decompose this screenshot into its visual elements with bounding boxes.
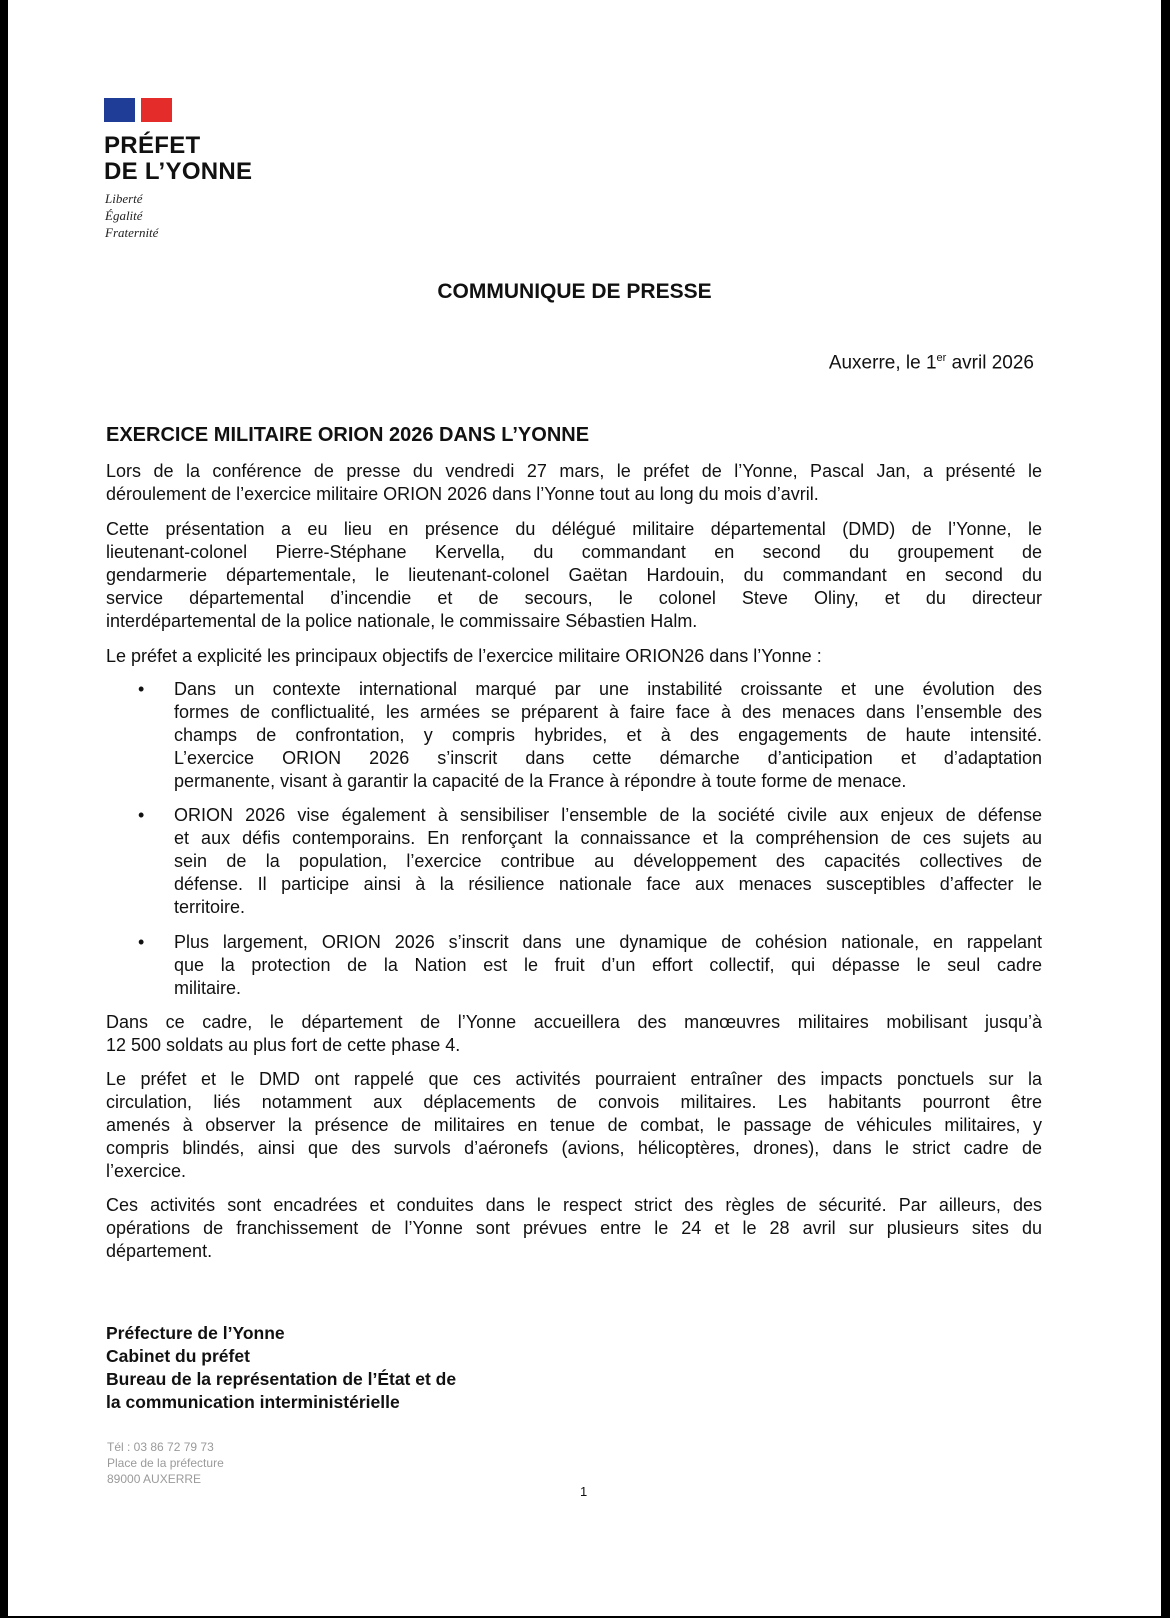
- signature-line: Cabinet du préfet: [106, 1346, 250, 1366]
- text-line: Le préfet a explicité les principaux objectifs de l’exercice militaire ORION26 dans l’Yonne :: [106, 646, 822, 666]
- text-line: amenés à observer la présence de militaires en tenue de combat, le passage de véhicules militaires, y: [106, 1115, 1042, 1135]
- document-page: [8, 0, 1161, 1616]
- paragraph: [106, 460, 1042, 506]
- text-line: circulation, liés notamment aux déplacements de convois militaires. Les habitants pourront être: [106, 1092, 1042, 1112]
- text-line: formes de conflictualité, les armées se préparent à faire face à des menaces dans l’ensemble des: [174, 702, 1042, 722]
- text-line: Lors de la conférence de presse du vendredi 27 mars, le préfet de l’Yonne, Pascal Jan, a présenté le: [106, 461, 1042, 481]
- text-line: l’exercice.: [106, 1161, 187, 1181]
- text-line: gendarmerie départementale, le lieutenant-colonel Gaëtan Hardouin, du commandant en second du: [106, 565, 1042, 585]
- signature-line: Bureau de la représentation de l’État et de: [106, 1369, 457, 1389]
- text-line: Dans un contexte international marqué par une instabilité croissante et une évolution des: [174, 679, 1042, 699]
- text-line: département.: [106, 1241, 213, 1261]
- text-line: territoire.: [174, 897, 246, 917]
- text-line: Le préfet et le DMD ont rappelé que ces activités pourraient entraîner des impacts ponctuels sur la: [106, 1069, 1042, 1089]
- logo-line: DE L’YONNE: [104, 158, 253, 185]
- text-line: lieutenant-colonel Pierre-Stéphane Kervella, du commandant en second du groupement de: [106, 542, 1042, 562]
- signature-line: la communication interministérielle: [106, 1392, 400, 1412]
- logo-line: PRÉFET: [104, 132, 201, 159]
- motto-line: Égalité: [105, 208, 143, 223]
- date-line: [829, 352, 1034, 374]
- text-line: permanente, visant à garantir la capacité de la France à répondre à toute forme de menace.: [174, 771, 907, 791]
- text-line: L’exercice ORION 2026 s’inscrit dans cette démarche d’anticipation et d’adaptation: [174, 748, 1042, 768]
- paragraph: [106, 518, 1042, 633]
- bullet-item: [138, 804, 1042, 919]
- paragraph: [106, 1068, 1042, 1183]
- bullet-item: [138, 678, 1042, 793]
- document-title: COMMUNIQUE DE PRESSE: [437, 280, 712, 303]
- bullet-icon: •: [138, 932, 145, 952]
- motto-line: Fraternité: [105, 225, 159, 240]
- paragraph: [106, 1194, 1042, 1263]
- press-heading: EXERCICE MILITAIRE ORION 2026 DANS L’YONNE: [106, 424, 590, 446]
- text-line: et aux défis contemporains. En renforçant la connaissance et la compréhension de ces sujets au: [174, 828, 1042, 848]
- paragraph: [106, 1011, 1042, 1057]
- signature-line: Préfecture de l’Yonne: [106, 1323, 285, 1343]
- footer-line: 89000 AUXERRE: [107, 1472, 202, 1486]
- text-line: que la protection de la Nation est le fruit d’un effort collectif, qui dépasse le seul cadre: [174, 955, 1042, 975]
- text-line: Plus largement, ORION 2026 s’inscrit dans une dynamique de cohésion nationale, en rappelant: [174, 932, 1042, 952]
- text-line: ORION 2026 vise également à sensibiliser l’ensemble de la société civile aux enjeux de défense: [174, 805, 1042, 825]
- bullet-icon: •: [138, 805, 145, 825]
- footer-line: Tél : 03 86 72 79 73: [107, 1440, 214, 1454]
- text-line: interdépartemental de la police nationale, le commissaire Sébastien Halm.: [106, 611, 698, 631]
- republic-motto: [105, 190, 158, 241]
- text-line: Dans ce cadre, le département de l’Yonne accueillera des manœuvres militaires mobilisant jusqu’à: [106, 1012, 1042, 1032]
- text-line: Ces activités sont encadrées et conduites dans le respect strict des règles de sécurité. Par ailleurs, des: [106, 1195, 1042, 1215]
- text-line: déroulement de l’exercice militaire ORION 2026 dans l’Yonne tout au long du mois d’avril.: [106, 484, 819, 504]
- marianne-flag-logo: [104, 98, 172, 122]
- contact-footer: [107, 1439, 224, 1487]
- text-line: sein de la population, l’exercice contribue au développement des capacités collectives de: [174, 851, 1042, 871]
- text-line: militaire.: [174, 978, 242, 998]
- text-line: Cette présentation a eu lieu en présence du délégué militaire départemental (DMD) de l’Yonne, le: [106, 519, 1042, 539]
- text-line: compris blindés, ainsi que des survols d’aéronefs (avions, hélicoptères, drones), dans le strict cadre de: [106, 1138, 1042, 1158]
- bullet-item: [138, 931, 1042, 1000]
- text-line: défense. Il participe ainsi à la résilience nationale face aux menaces susceptibles d’affecter le: [174, 874, 1042, 894]
- text-line: opérations de franchissement de l’Yonne sont prévues entre le 24 et le 28 avril sur plusieurs sites du: [106, 1218, 1042, 1238]
- page-number: 1: [580, 1484, 588, 1499]
- text-line: champs de confrontation, y compris hybrides, et à des engagements de haute intensité.: [174, 725, 1042, 745]
- date-prefix: Auxerre, le 1: [828, 352, 937, 374]
- bullet-icon: •: [138, 679, 145, 699]
- motto-line: Liberté: [105, 191, 143, 206]
- prefecture-logo-text: [104, 133, 252, 185]
- footer-line: Place de la préfecture: [107, 1456, 224, 1470]
- text-line: service départemental d’incendie et de secours, le colonel Steve Oliny, et du directeur: [106, 588, 1042, 608]
- date-sup: er: [936, 352, 947, 364]
- signature-block: [106, 1322, 456, 1414]
- date-suffix: avril 2026: [946, 352, 1034, 374]
- paragraph: [106, 645, 1042, 668]
- text-line: 12 500 soldats au plus fort de cette phase 4.: [106, 1035, 461, 1055]
